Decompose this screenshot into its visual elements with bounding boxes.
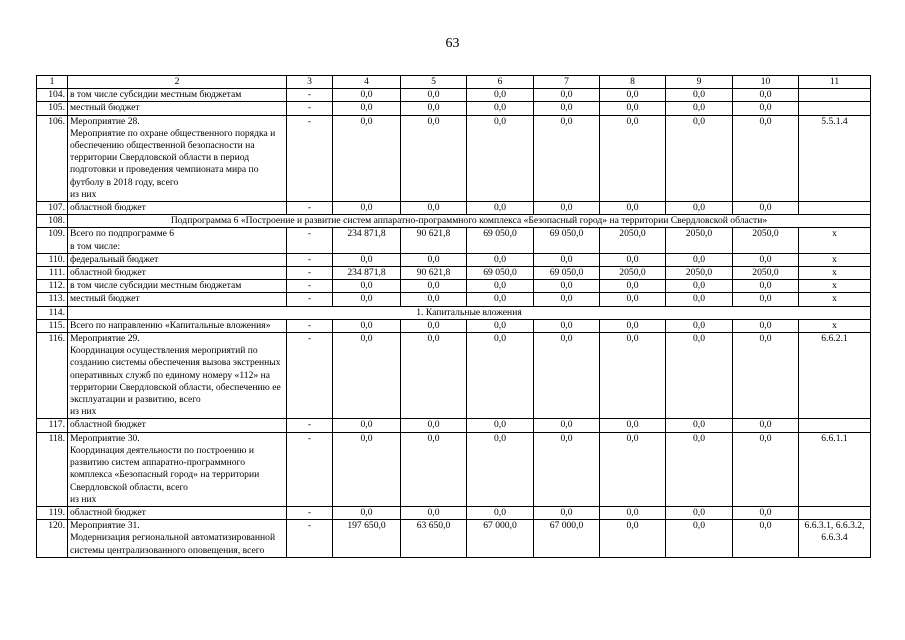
target-indicator: х [799, 293, 871, 306]
row-description: местный бюджет [68, 102, 287, 115]
value-cell: 0,0 [534, 202, 600, 215]
value-cell: 0,0 [600, 432, 666, 506]
value-cell: 2050,0 [733, 228, 799, 253]
value-cell: 0,0 [333, 202, 401, 215]
value-cell: 0,0 [333, 253, 401, 266]
row-number: 105. [37, 102, 68, 115]
value-cell: 0,0 [666, 419, 733, 432]
row-marker: - [287, 280, 333, 293]
value-cell: 0,0 [333, 419, 401, 432]
value-cell: 69 050,0 [467, 267, 534, 280]
value-cell: 0,0 [600, 280, 666, 293]
value-cell: 0,0 [401, 253, 467, 266]
value-cell: 0,0 [467, 319, 534, 332]
row-description: областной бюджет [68, 506, 287, 519]
value-cell: 0,0 [666, 115, 733, 201]
value-cell: 2050,0 [733, 267, 799, 280]
value-cell: 63 650,0 [401, 520, 467, 558]
row-description: Мероприятие 30. Координация деятельности по построению и развитию систем аппаратно-программного комплекса «Безопасный город» на территории Свердловской области, всего из них [68, 432, 287, 506]
value-cell: 0,0 [534, 319, 600, 332]
row-number: 109. [37, 228, 68, 253]
target-indicator: х [799, 253, 871, 266]
row-number: 107. [37, 202, 68, 215]
row-number: 110. [37, 253, 68, 266]
table-row [37, 319, 871, 332]
table-row [37, 306, 871, 319]
row-description: областной бюджет [68, 202, 287, 215]
row-number: 116. [37, 333, 68, 419]
value-cell: 0,0 [401, 432, 467, 506]
value-cell: 0,0 [666, 293, 733, 306]
row-description: областной бюджет [68, 419, 287, 432]
value-cell: 0,0 [733, 202, 799, 215]
header-row [37, 76, 871, 89]
value-cell: 0,0 [534, 419, 600, 432]
value-cell: 0,0 [401, 319, 467, 332]
value-cell: 0,0 [467, 419, 534, 432]
header-cell: 6 [467, 76, 534, 89]
value-cell: 69 050,0 [534, 267, 600, 280]
value-cell: 234 871,8 [333, 267, 401, 280]
value-cell: 0,0 [401, 202, 467, 215]
target-indicator [799, 89, 871, 102]
value-cell: 0,0 [467, 333, 534, 419]
header-cell: 11 [799, 76, 871, 89]
row-marker: - [287, 267, 333, 280]
value-cell: 90 621,8 [401, 228, 467, 253]
value-cell: 0,0 [600, 293, 666, 306]
value-cell: 0,0 [534, 253, 600, 266]
value-cell: 0,0 [666, 506, 733, 519]
value-cell: 0,0 [733, 102, 799, 115]
value-cell: 0,0 [666, 319, 733, 332]
row-description: Всего по подпрограмме 6 в том числе: [68, 228, 287, 253]
row-description: Мероприятие 31. Модернизация региональной автоматизированной системы централизованного оповещения, всего [68, 520, 287, 558]
value-cell: 0,0 [333, 89, 401, 102]
value-cell: 0,0 [666, 280, 733, 293]
target-indicator: 6.6.3.1, 6.6.3.2, 6.6.3.4 [799, 520, 871, 558]
value-cell: 0,0 [534, 280, 600, 293]
header-cell: 2 [68, 76, 287, 89]
table-row [37, 419, 871, 432]
row-marker: - [287, 520, 333, 558]
value-cell: 2050,0 [666, 267, 733, 280]
row-marker: - [287, 202, 333, 215]
value-cell: 0,0 [733, 432, 799, 506]
row-marker: - [287, 115, 333, 201]
value-cell: 0,0 [666, 89, 733, 102]
header-cell: 5 [401, 76, 467, 89]
value-cell: 90 621,8 [401, 267, 467, 280]
value-cell: 0,0 [600, 202, 666, 215]
value-cell: 2050,0 [600, 267, 666, 280]
value-cell: 0,0 [467, 506, 534, 519]
row-number: 117. [37, 419, 68, 432]
value-cell: 0,0 [401, 293, 467, 306]
target-indicator [799, 102, 871, 115]
row-number: 108. [37, 215, 68, 228]
value-cell: 0,0 [401, 506, 467, 519]
row-marker: - [287, 319, 333, 332]
table-row [37, 293, 871, 306]
value-cell: 0,0 [733, 280, 799, 293]
table-row [37, 267, 871, 280]
section-heading: 1. Капитальные вложения [68, 306, 871, 319]
target-indicator: х [799, 319, 871, 332]
value-cell: 0,0 [534, 293, 600, 306]
row-description: Мероприятие 28. Мероприятие по охране общественного порядка и обеспечению общественной безопасности на территории Свердловской области в период подготовки и проведения чемпионата мира по футболу в 2018 году, всего из них [68, 115, 287, 201]
target-indicator: 5.5.1.4 [799, 115, 871, 201]
budget-table [36, 75, 871, 558]
value-cell: 69 050,0 [534, 228, 600, 253]
value-cell: 2050,0 [666, 228, 733, 253]
row-marker: - [287, 253, 333, 266]
section-heading: Подпрограмма 6 «Построение и развитие систем аппаратно-программного комплекса «Безопасный город» на территории Свердловской области» [68, 215, 871, 228]
value-cell: 0,0 [333, 102, 401, 115]
value-cell: 0,0 [401, 89, 467, 102]
header-cell: 7 [534, 76, 600, 89]
table-row [37, 432, 871, 506]
value-cell: 0,0 [467, 432, 534, 506]
table-row [37, 506, 871, 519]
table-body [37, 76, 871, 558]
value-cell: 0,0 [666, 432, 733, 506]
value-cell: 0,0 [600, 506, 666, 519]
row-marker: - [287, 89, 333, 102]
row-number: 104. [37, 89, 68, 102]
value-cell: 0,0 [467, 115, 534, 201]
value-cell: 0,0 [401, 280, 467, 293]
table-row [37, 89, 871, 102]
value-cell: 0,0 [534, 432, 600, 506]
target-indicator: 6.6.1.1 [799, 432, 871, 506]
row-description: в том числе субсидии местным бюджетам [68, 89, 287, 102]
row-number: 106. [37, 115, 68, 201]
row-number: 111. [37, 267, 68, 280]
value-cell: 0,0 [733, 89, 799, 102]
table-row [37, 115, 871, 201]
value-cell: 0,0 [534, 115, 600, 201]
value-cell: 0,0 [600, 89, 666, 102]
value-cell: 234 871,8 [333, 228, 401, 253]
value-cell: 0,0 [333, 432, 401, 506]
table-row [37, 228, 871, 253]
value-cell: 0,0 [733, 319, 799, 332]
value-cell: 0,0 [401, 419, 467, 432]
value-cell: 0,0 [467, 293, 534, 306]
value-cell: 67 000,0 [534, 520, 600, 558]
header-cell: 8 [600, 76, 666, 89]
value-cell: 69 050,0 [467, 228, 534, 253]
row-number: 119. [37, 506, 68, 519]
target-indicator [799, 202, 871, 215]
target-indicator: х [799, 228, 871, 253]
value-cell: 0,0 [467, 253, 534, 266]
table-row [37, 215, 871, 228]
table-row [37, 253, 871, 266]
row-description: местный бюджет [68, 293, 287, 306]
value-cell: 0,0 [333, 333, 401, 419]
value-cell: 0,0 [600, 253, 666, 266]
value-cell: 0,0 [666, 520, 733, 558]
row-number: 114. [37, 306, 68, 319]
row-marker: - [287, 102, 333, 115]
row-description: Мероприятие 29. Координация осуществления мероприятий по созданию системы обеспечения вызова экстренных оперативных служб по единому номеру «112» на территории Свердловской области, обеспечению ее эксплуатации и развитию, всего из них [68, 333, 287, 419]
row-marker: - [287, 228, 333, 253]
value-cell: 0,0 [534, 102, 600, 115]
value-cell: 0,0 [600, 419, 666, 432]
value-cell: 67 000,0 [467, 520, 534, 558]
value-cell: 0,0 [467, 280, 534, 293]
value-cell: 0,0 [733, 506, 799, 519]
table-row [37, 102, 871, 115]
header-cell: 1 [37, 76, 68, 89]
target-indicator [799, 419, 871, 432]
value-cell: 0,0 [600, 319, 666, 332]
value-cell: 0,0 [333, 280, 401, 293]
value-cell: 0,0 [733, 520, 799, 558]
row-number: 113. [37, 293, 68, 306]
value-cell: 0,0 [733, 293, 799, 306]
row-number: 120. [37, 520, 68, 558]
value-cell: 0,0 [467, 202, 534, 215]
value-cell: 0,0 [666, 333, 733, 419]
value-cell: 0,0 [666, 202, 733, 215]
header-cell: 10 [733, 76, 799, 89]
value-cell: 0,0 [401, 333, 467, 419]
table-row [37, 202, 871, 215]
value-cell: 0,0 [401, 115, 467, 201]
page-number: 63 [445, 36, 460, 51]
row-number: 115. [37, 319, 68, 332]
value-cell: 0,0 [733, 115, 799, 201]
value-cell: 0,0 [534, 333, 600, 419]
value-cell: 0,0 [666, 102, 733, 115]
value-cell: 0,0 [733, 419, 799, 432]
value-cell: 0,0 [534, 89, 600, 102]
row-description: федеральный бюджет [68, 253, 287, 266]
value-cell: 0,0 [333, 506, 401, 519]
value-cell: 0,0 [467, 102, 534, 115]
row-description: в том числе субсидии местным бюджетам [68, 280, 287, 293]
row-marker: - [287, 419, 333, 432]
header-cell: 3 [287, 76, 333, 89]
value-cell: 0,0 [733, 333, 799, 419]
value-cell: 0,0 [467, 89, 534, 102]
row-description: областной бюджет [68, 267, 287, 280]
target-indicator: 6.6.2.1 [799, 333, 871, 419]
row-marker: - [287, 293, 333, 306]
value-cell: 0,0 [534, 506, 600, 519]
row-description: Всего по направлению «Капитальные вложения» [68, 319, 287, 332]
value-cell: 0,0 [600, 102, 666, 115]
value-cell: 0,0 [401, 102, 467, 115]
header-cell: 9 [666, 76, 733, 89]
value-cell: 197 650,0 [333, 520, 401, 558]
value-cell: 0,0 [600, 115, 666, 201]
row-marker: - [287, 506, 333, 519]
target-indicator: х [799, 267, 871, 280]
value-cell: 0,0 [600, 333, 666, 419]
value-cell: 0,0 [333, 319, 401, 332]
value-cell: 0,0 [333, 293, 401, 306]
row-marker: - [287, 333, 333, 419]
value-cell: 0,0 [600, 520, 666, 558]
row-number: 118. [37, 432, 68, 506]
target-indicator: х [799, 280, 871, 293]
value-cell: 2050,0 [600, 228, 666, 253]
value-cell: 0,0 [333, 115, 401, 201]
table-row [37, 280, 871, 293]
table-row [37, 333, 871, 419]
value-cell: 0,0 [666, 253, 733, 266]
value-cell: 0,0 [733, 253, 799, 266]
table-row [37, 520, 871, 558]
header-cell: 4 [333, 76, 401, 89]
row-marker: - [287, 432, 333, 506]
row-number: 112. [37, 280, 68, 293]
target-indicator [799, 506, 871, 519]
